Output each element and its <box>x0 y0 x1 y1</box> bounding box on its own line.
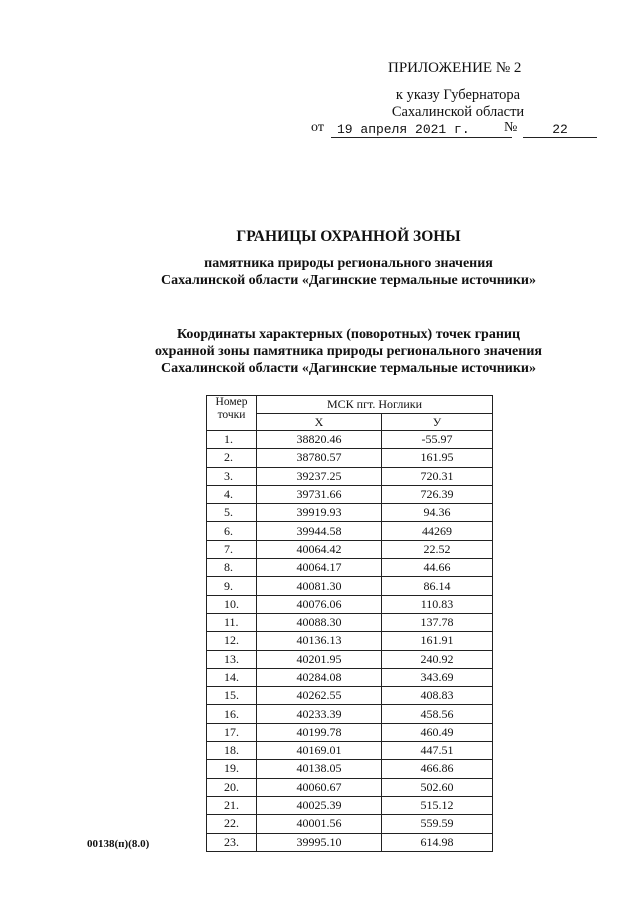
point-number-cell: 10. <box>207 595 257 613</box>
x-coordinate-cell: 39944.58 <box>257 522 382 540</box>
decree-line-2: Сахалинской области <box>391 104 525 120</box>
coordinates-heading-line-2: охранной зоны памятника природы регионального значения <box>155 344 542 359</box>
y-coordinate-cell: -55.97 <box>382 431 493 449</box>
point-number-header <box>207 396 257 431</box>
table-row <box>207 559 493 577</box>
point-number-cell: 6. <box>207 522 257 540</box>
x-coordinate-cell: 38780.57 <box>257 449 382 467</box>
table-row <box>207 577 493 595</box>
x-coordinate-cell: 40262.55 <box>257 687 382 705</box>
point-number-cell: 17. <box>207 723 257 741</box>
point-number-cell: 4. <box>207 485 257 503</box>
x-coordinate-cell: 40064.17 <box>257 559 382 577</box>
y-coordinate-cell: 240.92 <box>382 650 493 668</box>
number-label: № <box>504 120 518 135</box>
x-coordinate-cell: 38820.46 <box>257 431 382 449</box>
coordinates-heading-line-1: Координаты характерных (поворотных) точек границ <box>176 327 521 342</box>
y-coordinate-cell: 408.83 <box>382 687 493 705</box>
point-number-cell: 8. <box>207 559 257 577</box>
table-row <box>207 522 493 540</box>
point-number-cell: 13. <box>207 650 257 668</box>
table-row <box>207 595 493 613</box>
table-row <box>207 632 493 650</box>
coordinates-heading-line-3: Сахалинской области «Дагинские термальные источники» <box>160 361 536 376</box>
table-row <box>207 760 493 778</box>
point-number-cell: 18. <box>207 742 257 760</box>
coordinate-system-header: МСК пгт. Ноглики <box>257 396 493 414</box>
form-code: 00138(п)(8.0) <box>87 838 150 850</box>
y-coordinate-cell: 466.86 <box>382 760 493 778</box>
point-number-cell: 16. <box>207 705 257 723</box>
point-number-cell: 7. <box>207 540 257 558</box>
y-coordinate-cell: 458.56 <box>382 705 493 723</box>
y-coordinate-cell: 161.95 <box>382 449 493 467</box>
subtitle-line-2: Сахалинской области «Дагинские термальные источники» <box>160 273 536 288</box>
point-number-cell: 19. <box>207 760 257 778</box>
table-row <box>207 687 493 705</box>
x-coordinate-cell: 40081.30 <box>257 577 382 595</box>
decree-number: 22 <box>523 122 597 138</box>
table-row <box>207 485 493 503</box>
table-row <box>207 540 493 558</box>
point-number-cell: 3. <box>207 467 257 485</box>
point-number-cell: 1. <box>207 431 257 449</box>
table-row <box>207 705 493 723</box>
x-coordinate-cell: 40233.39 <box>257 705 382 723</box>
table-row <box>207 431 493 449</box>
table-row <box>207 815 493 833</box>
point-number-cell: 2. <box>207 449 257 467</box>
point-number-cell: 22. <box>207 815 257 833</box>
table-row <box>207 613 493 631</box>
y-coordinate-cell: 614.98 <box>382 833 493 851</box>
x-coordinate-cell: 40284.08 <box>257 668 382 686</box>
y-coordinate-cell: 161.91 <box>382 632 493 650</box>
point-number-cell: 15. <box>207 687 257 705</box>
point-number-cell: 23. <box>207 833 257 851</box>
x-coordinate-cell: 40060.67 <box>257 778 382 796</box>
x-coordinate-cell: 40088.30 <box>257 613 382 631</box>
y-coordinate-cell: 137.78 <box>382 613 493 631</box>
table-row <box>207 778 493 796</box>
x-coordinate-cell: 39919.93 <box>257 504 382 522</box>
table-row <box>207 449 493 467</box>
x-coordinate-cell: 39237.25 <box>257 467 382 485</box>
x-coordinate-cell: 40076.06 <box>257 595 382 613</box>
y-column-header: У <box>382 414 493 431</box>
y-coordinate-cell: 22.52 <box>382 540 493 558</box>
y-coordinate-cell: 110.83 <box>382 595 493 613</box>
point-number-cell: 20. <box>207 778 257 796</box>
x-coordinate-cell: 39731.66 <box>257 485 382 503</box>
y-coordinate-cell: 44269 <box>382 522 493 540</box>
x-column-header: Х <box>257 414 382 431</box>
y-coordinate-cell: 447.51 <box>382 742 493 760</box>
point-number-cell: 14. <box>207 668 257 686</box>
y-coordinate-cell: 86.14 <box>382 577 493 595</box>
x-coordinate-cell: 40136.13 <box>257 632 382 650</box>
document-title: ГРАНИЦЫ ОХРАННОЙ ЗОНЫ <box>236 228 461 245</box>
table-row <box>207 504 493 522</box>
table-row <box>207 796 493 814</box>
x-coordinate-cell: 40025.39 <box>257 796 382 814</box>
decree-reference <box>388 87 528 121</box>
coordinates-heading <box>0 326 635 377</box>
y-coordinate-cell: 502.60 <box>382 778 493 796</box>
table-row <box>207 833 493 851</box>
table-row <box>207 668 493 686</box>
subtitle-line-1: памятника природы регионального значения <box>204 256 493 271</box>
y-coordinate-cell: 460.49 <box>382 723 493 741</box>
y-coordinate-cell: 94.36 <box>382 504 493 522</box>
x-coordinate-cell: 40201.95 <box>257 650 382 668</box>
annex-number: ПРИЛОЖЕНИЕ № 2 <box>388 60 522 76</box>
x-coordinate-cell: 40138.05 <box>257 760 382 778</box>
x-coordinate-cell: 40199.78 <box>257 723 382 741</box>
y-coordinate-cell: 343.69 <box>382 668 493 686</box>
point-number-cell: 11. <box>207 613 257 631</box>
point-number-cell: 5. <box>207 504 257 522</box>
document-subtitle <box>0 255 635 289</box>
y-coordinate-cell: 726.39 <box>382 485 493 503</box>
decree-date: 19 апреля 2021 г. <box>331 122 512 138</box>
x-coordinate-cell: 40064.42 <box>257 540 382 558</box>
y-coordinate-cell: 559.59 <box>382 815 493 833</box>
y-coordinate-cell: 515.12 <box>382 796 493 814</box>
table-row <box>207 723 493 741</box>
point-number-cell: 12. <box>207 632 257 650</box>
coordinates-table <box>206 395 493 852</box>
point-number-header-line-2: точки <box>217 409 246 421</box>
point-number-cell: 9. <box>207 577 257 595</box>
x-coordinate-cell: 40169.01 <box>257 742 382 760</box>
point-number-header-line-1: Номер <box>215 396 248 408</box>
table-row <box>207 742 493 760</box>
decree-date-line <box>311 120 611 142</box>
decree-line-1: к указу Губернатора <box>395 87 521 103</box>
y-coordinate-cell: 720.31 <box>382 467 493 485</box>
point-number-cell: 21. <box>207 796 257 814</box>
table-row <box>207 650 493 668</box>
y-coordinate-cell: 44.66 <box>382 559 493 577</box>
from-label: от <box>311 120 324 135</box>
x-coordinate-cell: 39995.10 <box>257 833 382 851</box>
x-coordinate-cell: 40001.56 <box>257 815 382 833</box>
table-row <box>207 467 493 485</box>
